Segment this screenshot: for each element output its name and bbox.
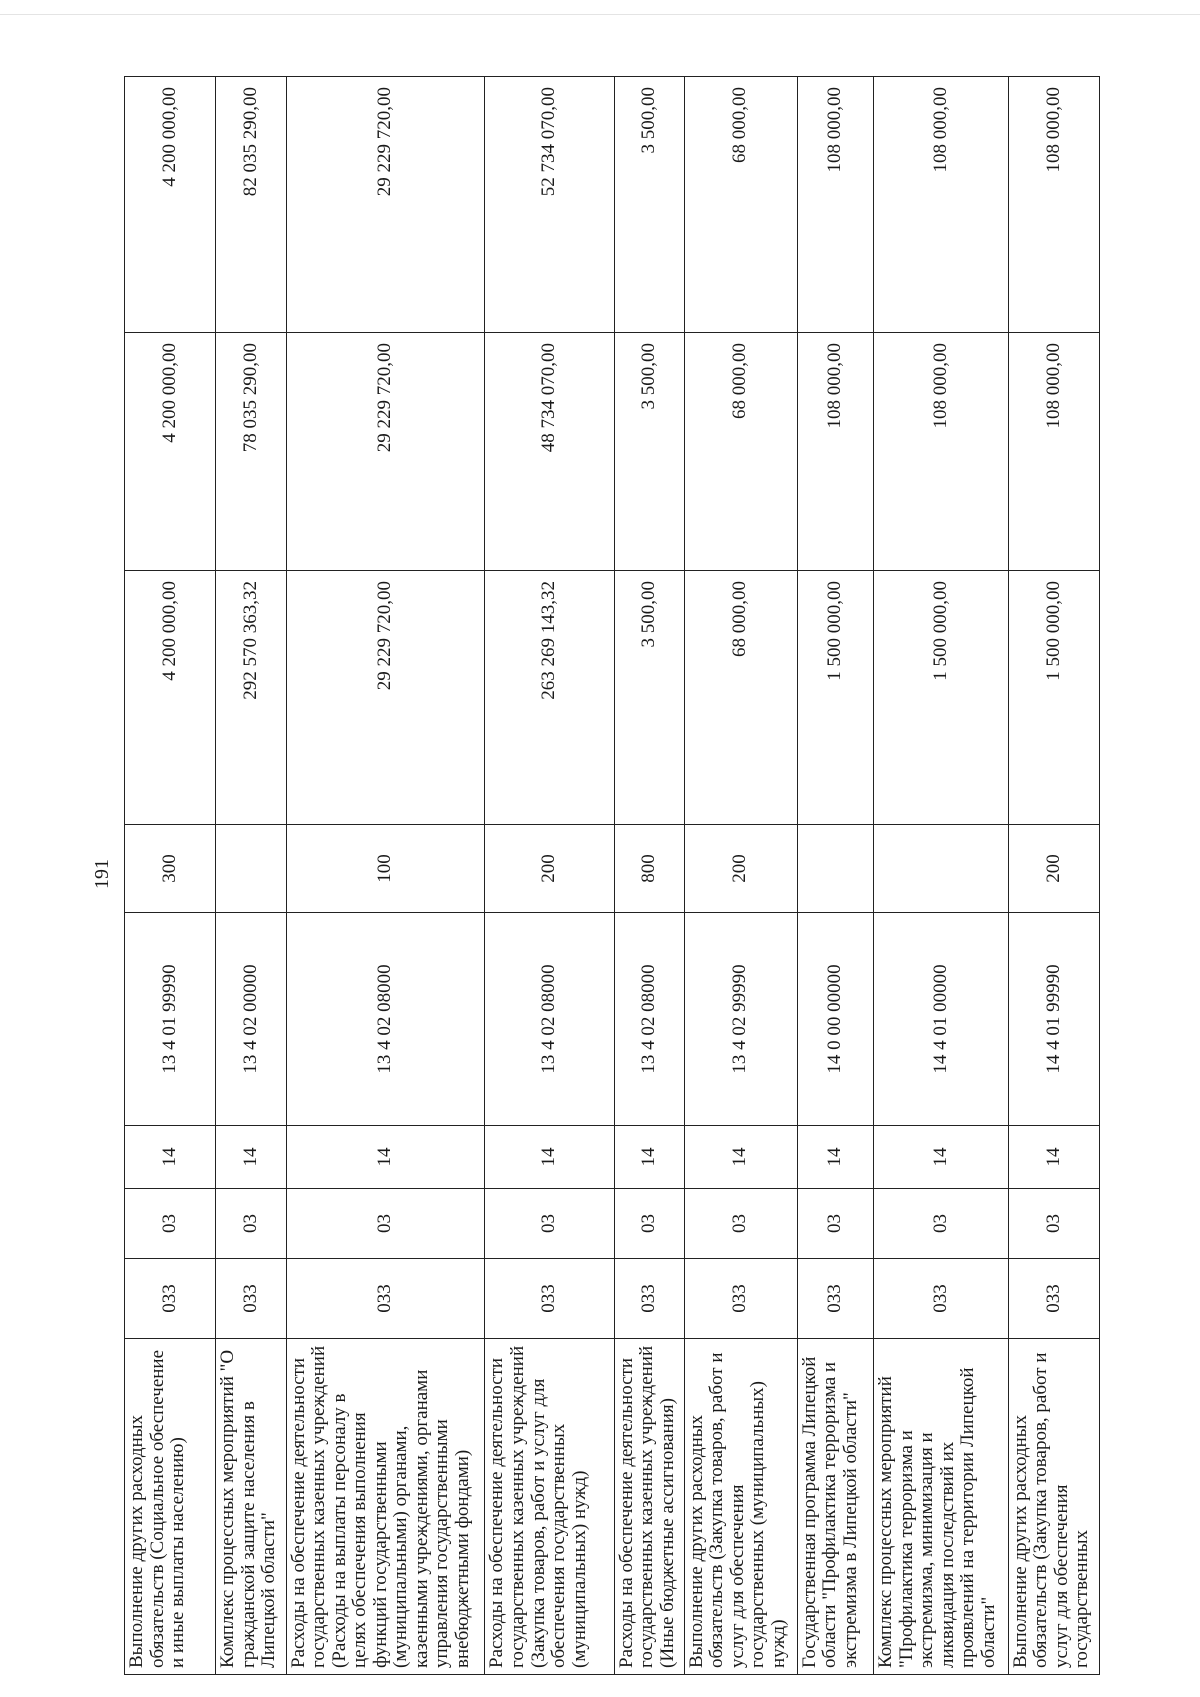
table-body: [125, 77, 1100, 1675]
ministry-code: 033: [614, 1259, 684, 1339]
ministry-code: 033: [286, 1259, 485, 1339]
amount-year-3: 82 035 290,00: [216, 77, 286, 333]
expense-type-code: [874, 825, 1008, 913]
amount-year-1: 68 000,00: [684, 571, 797, 825]
amount-year-1: 1 500 000,00: [797, 571, 874, 825]
target-article-code: 14 4 01 00000: [874, 913, 1008, 1126]
page-number: 191: [91, 859, 113, 889]
table-row: [125, 77, 216, 1675]
amount-year-2: 78 035 290,00: [216, 333, 286, 571]
ministry-code: 033: [684, 1259, 797, 1339]
expense-type-code: 300: [125, 825, 216, 913]
subsection-code: 14: [125, 1126, 216, 1189]
amount-year-2: 29 229 720,00: [286, 333, 485, 571]
row-description: Комплекс процессных мероприятий "Профилактика терроризма и экстремизма, минимизация и ликвидация последствий их проявлений на территории Липецкой области": [874, 1339, 1008, 1675]
amount-year-1: 1 500 000,00: [1008, 571, 1099, 825]
amount-year-3: 108 000,00: [797, 77, 874, 333]
row-description: Выполнение других расходных обязательств (Социальное обеспечение и иные выплаты населению): [125, 1339, 216, 1675]
target-article-code: 14 4 01 99990: [1008, 913, 1099, 1126]
subsection-code: 14: [874, 1126, 1008, 1189]
expense-type-code: 100: [286, 825, 485, 913]
target-article-code: 13 4 02 08000: [614, 913, 684, 1126]
ministry-code: 033: [1008, 1259, 1099, 1339]
amount-year-1: 292 570 363,32: [216, 571, 286, 825]
ministry-code: 033: [216, 1259, 286, 1339]
target-article-code: 13 4 02 00000: [216, 913, 286, 1126]
section-code: 03: [216, 1189, 286, 1259]
amount-year-3: 3 500,00: [614, 77, 684, 333]
amount-year-1: 3 500,00: [614, 571, 684, 825]
expense-type-code: 200: [485, 825, 614, 913]
amount-year-3: 4 200 000,00: [125, 77, 216, 333]
section-code: 03: [1008, 1189, 1099, 1259]
amount-year-2: 3 500,00: [614, 333, 684, 571]
expense-type-code: [797, 825, 874, 913]
section-code: 03: [485, 1189, 614, 1259]
expense-type-code: 200: [1008, 825, 1099, 913]
ministry-code: 033: [125, 1259, 216, 1339]
amount-year-1: 4 200 000,00: [125, 571, 216, 825]
amount-year-2: 48 734 070,00: [485, 333, 614, 571]
table-row: [874, 77, 1008, 1675]
amount-year-1: 1 500 000,00: [874, 571, 1008, 825]
budget-table-rotated: [124, 77, 1100, 1675]
ministry-code: 033: [874, 1259, 1008, 1339]
subsection-code: 14: [1008, 1126, 1099, 1189]
subsection-code: 14: [797, 1126, 874, 1189]
table-row: [216, 77, 286, 1675]
amount-year-3: 52 734 070,00: [485, 77, 614, 333]
row-description: Расходы на обеспечение деятельности государственных казенных учреждений (Расходы на выплаты персоналу в целях обеспечения выполнения функций государственными (муниципальными) органами, казенными учреждениями, органами управления государственными внебюджетными фондами): [286, 1339, 485, 1675]
row-description: Комплекс процессных мероприятий "О гражданской защите населения в Липецкой области": [216, 1339, 286, 1675]
section-code: 03: [614, 1189, 684, 1259]
section-code: 03: [286, 1189, 485, 1259]
section-code: 03: [125, 1189, 216, 1259]
amount-year-1: 29 229 720,00: [286, 571, 485, 825]
subsection-code: 14: [614, 1126, 684, 1189]
row-description: Государственная программа Липецкой области "Профилактика терроризма и экстремизма в Липецкой области": [797, 1339, 874, 1675]
table-row: [797, 77, 874, 1675]
target-article-code: 13 4 02 99990: [684, 913, 797, 1126]
scan-edge-line: [0, 14, 1200, 15]
table-row: [614, 77, 684, 1675]
ministry-code: 033: [485, 1259, 614, 1339]
table-row: [684, 77, 797, 1675]
table-row: [1008, 77, 1099, 1675]
row-description: Выполнение других расходных обязательств (Закупка товаров, работ и услуг для обеспечения государственных: [1008, 1339, 1099, 1675]
section-code: 03: [684, 1189, 797, 1259]
table-row: [286, 77, 485, 1675]
amount-year-2: 108 000,00: [1008, 333, 1099, 571]
expense-type-code: [216, 825, 286, 913]
ministry-code: 033: [797, 1259, 874, 1339]
section-code: 03: [797, 1189, 874, 1259]
target-article-code: 13 4 01 99990: [125, 913, 216, 1126]
expense-type-code: 800: [614, 825, 684, 913]
row-description: Расходы на обеспечение деятельности государственных казенных учреждений (Иные бюджетные ассигнования): [614, 1339, 684, 1675]
target-article-code: 13 4 02 08000: [286, 913, 485, 1126]
subsection-code: 14: [286, 1126, 485, 1189]
expense-type-code: 200: [684, 825, 797, 913]
amount-year-2: 4 200 000,00: [125, 333, 216, 571]
section-code: 03: [874, 1189, 1008, 1259]
target-article-code: 14 0 00 00000: [797, 913, 874, 1126]
row-description: Выполнение других расходных обязательств (Закупка товаров, работ и услуг для обеспечения государственных (муниципальных) нужд): [684, 1339, 797, 1675]
amount-year-3: 108 000,00: [1008, 77, 1099, 333]
target-article-code: 13 4 02 08000: [485, 913, 614, 1126]
amount-year-2: 108 000,00: [797, 333, 874, 571]
subsection-code: 14: [216, 1126, 286, 1189]
amount-year-2: 108 000,00: [874, 333, 1008, 571]
subsection-code: 14: [684, 1126, 797, 1189]
budget-table: [124, 76, 1100, 1675]
amount-year-2: 68 000,00: [684, 333, 797, 571]
table-row: [485, 77, 614, 1675]
amount-year-3: 108 000,00: [874, 77, 1008, 333]
amount-year-3: 29 229 720,00: [286, 77, 485, 333]
subsection-code: 14: [485, 1126, 614, 1189]
row-description: Расходы на обеспечение деятельности государственных казенных учреждений (Закупка товаров, работ и услуг для обеспечения государственных (муниципальных) нужд): [485, 1339, 614, 1675]
amount-year-1: 263 269 143,32: [485, 571, 614, 825]
amount-year-3: 68 000,00: [684, 77, 797, 333]
